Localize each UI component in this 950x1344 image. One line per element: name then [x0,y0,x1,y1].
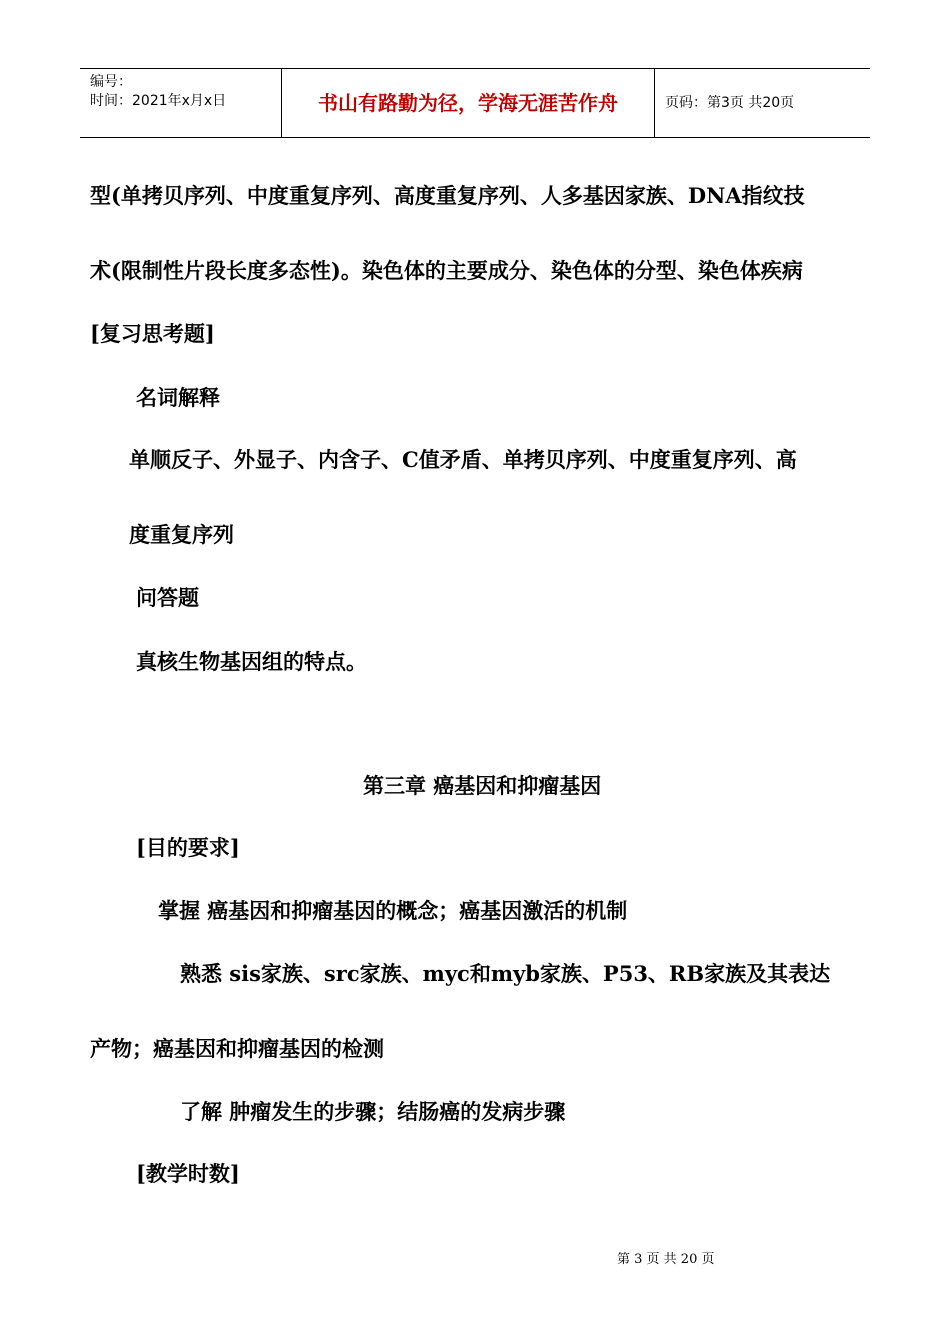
header-meta [80,69,281,137]
page-header [80,68,870,138]
body-line-1: 型(单拷贝序列、中度重复序列、高度重复序列、人多基因家族、DNA指纹技 [90,183,805,208]
body-line-familiar: 熟悉 sis家族、src家族、myc和myb家族、P53、RB家族及其表达 [180,961,831,986]
body-line-5: 单顺反子、外显子、内含子、C值矛盾、单拷贝序列、中度重复序列、高 [129,447,797,472]
body-line-2: 术(限制性片段长度多态性)。染色体的主要成分、染色体的分型、染色体疾病 [90,258,803,283]
chapter-title: 第三章 癌基因和抑瘤基因 [363,773,602,798]
header-motto: 书山有路勤为径，学海无涯苦作舟 [281,69,655,137]
number-label: 编号： [90,74,132,90]
body-line-12: 产物；癌基因和抑瘤基因的检测 [90,1036,384,1061]
section-goals-heading: [目的要求] [136,835,240,860]
term-definition-heading: 名词解释 [136,385,220,410]
header-page-info: 页码：第3页 共20页 [665,95,795,111]
body-line-understand: 了解 肿瘤发生的步骤；结肠癌的发病步骤 [180,1099,566,1124]
body-line-8: 真核生物基因组的特点。 [136,649,367,674]
page-footer: 第 3 页 共 20 页 [617,1252,715,1267]
qa-heading: 问答题 [136,585,199,610]
body-line-master: 掌握 癌基因和抑瘤基因的概念；癌基因激活的机制 [158,898,628,923]
section-hours-heading: [教学时数] [136,1161,240,1186]
body-line-6: 度重复序列 [129,522,234,547]
section-review-heading: [复习思考题] [90,321,215,346]
time-label: 时间：2021年x月x日 [90,93,227,109]
